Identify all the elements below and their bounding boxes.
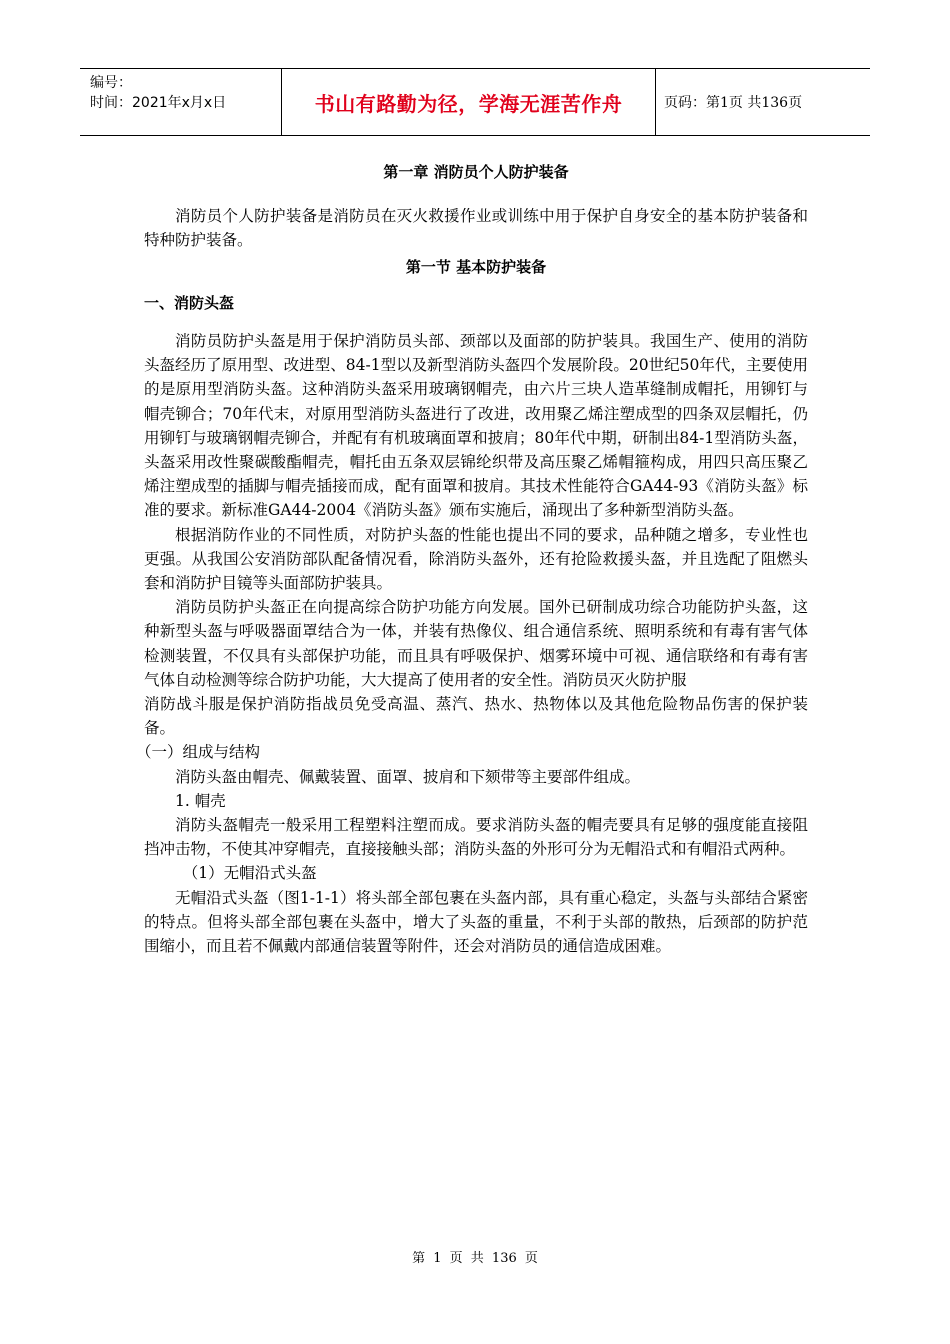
paragraph-shell: 消防头盔帽壳一般采用工程塑料注塑而成。要求消防头盔的帽壳要具有足够的强度能直接阻挡冲击物，不使其冲穿帽壳，直接接触头部；消防头盔的外形可分为无帽沿式和有帽沿式两种。 <box>144 816 808 859</box>
header-motto: 书山有路勤为径，学海无涯苦作舟 <box>282 69 656 135</box>
paragraph-composition: 消防头盔由帽壳、佩戴装置、面罩、披肩和下颏带等主要部件组成。 <box>175 767 641 786</box>
item-shell-heading: 1. 帽壳 <box>175 791 226 810</box>
paragraph-development: 消防员防护头盔正在向提高综合防护功能方向发展。国外已研制成功综合功能防护头盔，这种新型头盔与呼吸器面罩结合为一体，并装有热像仪、组合通信系统、照明系统和有毒有害气体检测装置，不仅具有头部保护功能，而且具有呼吸保护、烟雾环境中可视、通信联络和有毒有害气体自动检测等综合防护功能，大大提高了使用者的安全性。消防员灭火防护服 <box>144 598 808 689</box>
page-footer: 第 1 页 共 136 页 <box>412 1251 538 1266</box>
section-title: 第一节 基本防护装备 <box>405 257 547 276</box>
paragraph-types: 根据消防作业的不同性质，对防护头盔的性能也提出不同的要求，品种随之增多，专业性也更强。从我国公安消防部队配备情况看，除消防头盔外，还有抢险救援头盔，并且选配了阻燃头套和消防护目镜等头面部防护装具。 <box>144 525 808 593</box>
item-composition-heading: （一）组成与结构 <box>136 743 261 762</box>
paragraph-battle-suit: 消防战斗服是保护消防指战员免受高温、蒸汽、热水、热物体以及其他危险物品伤害的保护装备。 <box>144 695 808 738</box>
header-meta <box>80 69 282 135</box>
document-body <box>136 150 808 958</box>
subsection-title: 一、消防头盔 <box>144 293 235 312</box>
chapter-title: 第一章 消防员个人防护装备 <box>383 163 569 181</box>
document-date: 时间：2021年x月x日 <box>90 95 227 111</box>
item-brimless-heading: （1）无帽沿式头盔 <box>182 864 317 883</box>
header-page-info: 页码：第1页 共136页 <box>664 95 803 111</box>
document-number-label: 编号： <box>90 75 132 91</box>
paragraph-history: 消防员防护头盔是用于保护消防员头部、颈部以及面部的防护装具。我国生产、使用的消防头盔经历了原用型、改进型、84-1型以及新型消防头盔四个发展阶段。20世纪50年代，主要使用的是原用型消防头盔。这种消防头盔采用玻璃钢帽壳，由六片三块人造革缝制成帽托，用铆钉与帽壳铆合；70年代末，对原用型消防头盔进行了改进，改用聚乙烯注塑成型的四条双层帽托，仍用铆钉与玻璃钢帽壳铆合，并配有有机玻璃面罩和披肩；80年代中期，研制出84-1型消防头盔，头盔采用改性聚碳酸酯帽壳，帽托由五条双层锦纶织带及高压聚乙烯帽箍构成，用四只高压聚乙烯注塑成型的插脚与帽壳插接而成，配有面罩和披肩。其技术性能符合GA44-93《消防头盔》标准的要求。新标准GA44-2004《消防头盔》颁布实施后，涌现出了多种新型消防头盔。 <box>144 332 808 520</box>
paragraph-brimless: 无帽沿式头盔（图1-1-1）将头部全部包裹在头盔内部，具有重心稳定，头盔与头部结合紧密的特点。但将头部全部包裹在头盔中，增大了头盔的重量，不利于头部的散热，后颈部的防护范围缩小，而且若不佩戴内部通信装置等附件，还会对消防员的通信造成困难。 <box>144 888 808 956</box>
document-header <box>80 68 870 136</box>
intro-paragraph: 消防员个人防护装备是消防员在灭火救援作业或训练中用于保护自身安全的基本防护装备和特种防护装备。 <box>144 207 808 250</box>
